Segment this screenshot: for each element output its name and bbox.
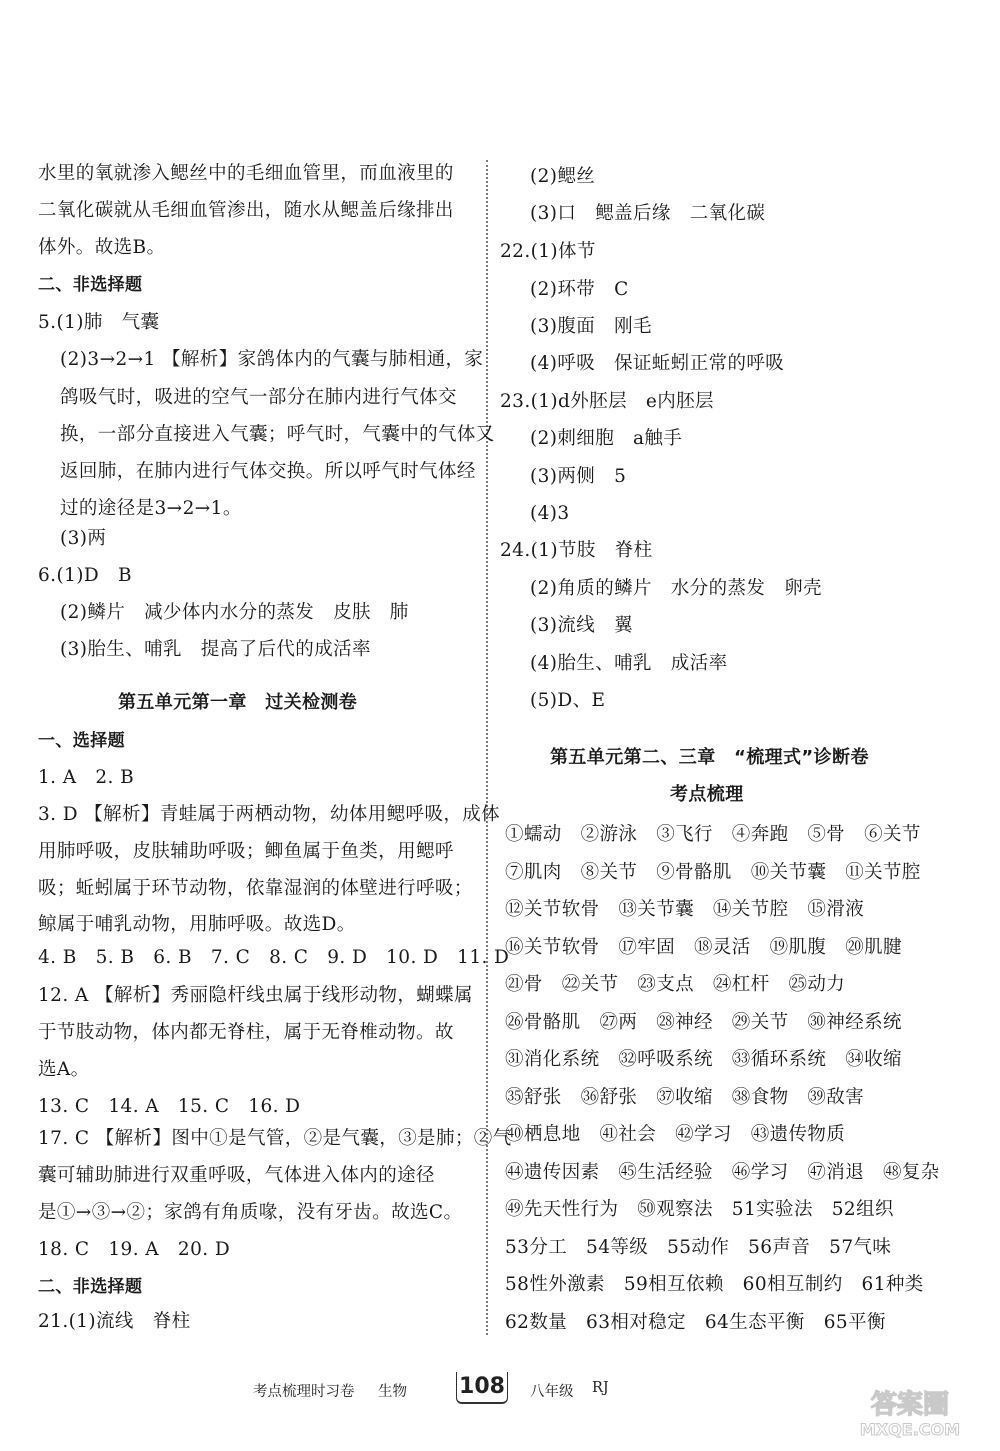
watermark-logo [830,1383,990,1443]
text-line: 18. C 19. A 20. D [38,1239,231,1260]
text-line: 62数量 63相对稳定 64生态平衡 65平衡 [505,1312,886,1333]
text-line: (4)3 [530,503,570,524]
text-line: ⑯关节软骨 ⑰牢固 ⑱灵活 ⑲肌腹 ⑳肌腱 [505,937,902,958]
text-line: 鸽吸气时，吸进的空气一部分在肺内进行气体交 [60,387,457,408]
text-line: (2)3→2→1 【解析】家鸽体内的气囊与肺相通，家 [60,349,484,370]
section-heading: 第五单元第一章 过关检测卷 [118,692,358,713]
text-line: (3)腹面 刚毛 [530,316,652,337]
watermark-url: MXQE.COM [859,1420,961,1439]
section-heading: 考点梳理 [670,784,744,805]
text-line: 返回肺，在肺内进行气体交换。所以呼气时气体经 [60,461,476,482]
text-line: 是①→③→②；家鸽有角质喙，没有牙齿。故选C。 [38,1202,463,1223]
footer-edition: RJ [592,1380,609,1396]
text-line: (2)角质的鳞片 水分的蒸发 卵壳 [530,578,823,599]
column-divider [486,160,488,1335]
text-line: 鲸属于哺乳动物，用肺呼吸。故选D。 [38,914,356,935]
text-line: 12. A 【解析】秀丽隐杆线虫属于线形动物，蝴蝶属 [38,985,473,1006]
subsection-heading: 二、非选择题 [38,1277,143,1297]
text-line: ㉖骨骼肌 ㉗两 ㉘神经 ㉙关节 ㉚神经系统 [505,1012,902,1033]
footer-grade: 八年级 [530,1384,574,1400]
text-line: ㊹遗传因素 ㊺生活经验 ㊻学习 ㊼消退 ㊽复杂 [505,1162,940,1183]
text-line: ㊵栖息地 ㊶社会 ㊷学习 ㊸遗传物质 [505,1124,846,1145]
text-line: (3)流线 翼 [530,615,634,636]
text-line: ⑫关节软骨 ⑬关节囊 ⑭关节腔 ⑮滑液 [505,899,865,920]
text-line: 4. B 5. B 6. B 7. C 8. C 9. D 10. D 11. D [38,947,510,968]
text-line: 体外。故选B。 [38,237,166,258]
text-line: (2)鳞片 减少体内水分的蒸发 皮肤 肺 [60,602,409,623]
text-line: ①蠕动 ②游泳 ③飞行 ④奔跑 ⑤骨 ⑥关节 [505,824,921,845]
text-line: (3)胎生、哺乳 提高了后代的成活率 [60,639,371,660]
text-line: 13. C 14. A 15. C 16. D [38,1096,301,1117]
text-line: ㊾先天性行为 ㊿观察法 51实验法 52组织 [505,1199,894,1220]
text-line: 于节肢动物，体内都无脊柱，属于无脊椎动物。故 [38,1022,454,1043]
text-line: 58性外激素 59相互依赖 60相互制约 61种类 [505,1274,924,1295]
text-line: (5)D、E [530,690,606,711]
text-line: (4)胎生、哺乳 成活率 [530,653,728,674]
text-line: (4)呼吸 保证蚯蚓正常的呼吸 [530,353,785,374]
text-line: 选A。 [38,1059,90,1080]
text-line: 17. C 【解析】图中①是气管，②是气囊，③是肺；②气 [38,1128,512,1149]
text-line: 53分工 54等级 55动作 56声音 57气味 [505,1237,892,1258]
text-line: 二氧化碳就从毛细血管渗出，随水从鳃盖后缘排出 [38,200,454,221]
text-line: 囊可辅助肺进行双重呼吸，气体进入体内的途径 [38,1165,435,1186]
subsection-heading: 二、非选择题 [38,275,143,295]
text-line: 24.(1)节肢 脊柱 [500,540,653,561]
text-line: 水里的氧就渗入鳃丝中的毛细血管里，而血液里的 [38,163,454,184]
text-line: 3. D 【解析】青蛙属于两栖动物，幼体用鳃呼吸，成体 [38,804,501,825]
text-line: ㉑骨 ㉒关节 ㉓支点 ㉔杠杆 ㉕动力 [505,974,846,995]
text-line: ㉟舒张 ㊱舒张 ㊲收缩 ㊳食物 ㊴敌害 [505,1087,865,1108]
text-line: (3)口 鳃盖后缘 二氧化碳 [530,203,766,224]
text-line: (3)两侧 5 [530,466,627,487]
text-line: 5.(1)肺 气囊 [38,312,160,333]
text-line: 用肺呼吸，皮肤辅助呼吸；鲫鱼属于鱼类，用鳃呼 [38,841,454,862]
text-line: 吸；蚯蚓属于环节动物，依靠湿润的体壁进行呼吸； [38,878,473,899]
text-line: 21.(1)流线 脊柱 [38,1311,191,1332]
text-line: 1. A 2. B [38,767,135,788]
text-line: 换，一部分直接进入气囊；呼气时，气囊中的气体又 [60,424,495,445]
text-line: 22.(1)体节 [500,241,596,262]
text-line: 6.(1)D B [38,565,132,586]
text-line: (2)环带 C [530,279,629,300]
footer-book-title: 考点梳理时习卷 [253,1384,355,1400]
text-line: (3)两 [60,528,107,549]
section-heading: 第五单元第二、三章 “梳理式”诊断卷 [550,747,869,768]
text-line: 23.(1)d外胚层 e内胚层 [500,391,714,412]
subsection-heading: 一、选择题 [38,731,125,751]
watermark-text: 答案圈 [870,1390,950,1420]
page-number: 108 [456,1372,508,1404]
text-line: 过的途径是3→2→1。 [60,498,242,519]
text-line: (2)刺细胞 a触手 [530,428,683,449]
text-line: ⑦肌肉 ⑧关节 ⑨骨骼肌 ⑩关节囊 ⑪关节腔 [505,862,921,883]
text-line: (2)鳃丝 [530,166,596,187]
footer-subject: 生物 [378,1384,407,1400]
text-line: ㉛消化系统 ㉜呼吸系统 ㉝循环系统 ㉞收缩 [505,1049,902,1070]
